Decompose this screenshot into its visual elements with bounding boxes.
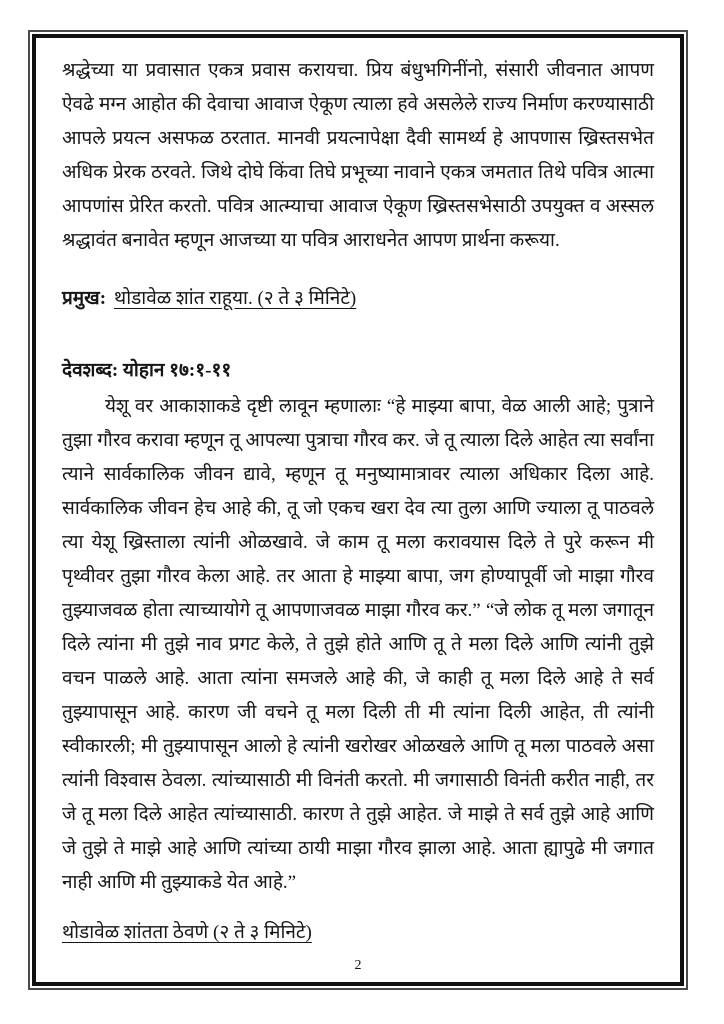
leader-label: प्रमुख: [62, 288, 107, 309]
silence-note: थोडावेळ शांतता ठेवणे (२ ते ३ मिनिटे) [62, 922, 312, 943]
page-number: 2 [354, 958, 362, 973]
scripture-paragraph: येशू वर आकाशाकडे दृष्टी लावून म्हणालाः “हे माझ्या बापा, वेळ आली आहे; पुत्राने तुझा गौरव करावा म्हणून तू आपल्या पुत्राचा गौरव कर. जे तू त्याला दिले आहेत त्या सर्वांना त्याने सार्वकालिक जीवन द्यावे, म्हणून तू मनुष्यामात्रावर त्याला अधिकार दिला आहे. सार्वकालिक जीवन हेच आहे की, तू जो एकच खरा देव त्या तुला आणि ज्याला तू पाठवले त्या येशू ख्रिस्ताला त्यांनी ओळखावे. जे काम तू मला करावयास दिले ते पुरे करून मी पृथ्वीवर तुझा गौरव केला आहे. तर आता हे माझ्या बापा, जग होण्यापूर्वी जो माझा गौरव तुझ्याजवळ होता त्याच्यायोगे तू आपणाजवळ माझा गौरव कर.” “जे लोक तू मला जगातून दिले त्यांना मी तुझे नाव प्रगट केले, ते तुझे होते आणि तू ते मला दिले आणि त्यांनी तुझे वचन पाळले आहे. आता त्यांना समजले आहे की, जे काही तू मला दिले आहे ते सर्व तुझ्यापासून आहे. कारण जी वचने तू मला दिली ती मी त्यांना दिली आहेत, ती त्यांनी स्वीकारली; मी तुझ्यापासून आलो हे त्यांनी खरोखर ओळखले आणि तू मला पाठवले असा त्यांनी विश्वास ठेवला. त्यांच्यासाठी मी विनंती करतो. मी जगासाठी विनंती करीत नाही, तर जे तू मला दिले आहेत त्यांच्यासाठी. कारण ते तुझे आहेत. जे माझे ते सर्व तुझे आहे आणि जे तुझे ते माझे आहे आणि त्यांच्या ठायी माझा गौरव झाला आहे. आता ह्यापुढे मी जगात नाही आणि मी तुझ्याकडे येत आहे.” [62, 396, 654, 893]
leader-heading [62, 282, 654, 316]
page-border-inner [32, 34, 684, 986]
scripture-heading: देवशब्द: योहान १७:१-११ [62, 360, 232, 381]
leader-instruction: थोडावेळ शांत राहूया. (२ ते ३ मिनिटे) [114, 288, 357, 309]
intro-paragraph: श्रद्धेच्या या प्रवासात एकत्र प्रवास करायचा. प्रिय बंधुभगिनींनो, संसारी जीवनात आपण ऐवढे मग्न आहोत की देवाचा आवाज ऐकूण त्याला हवे असलेले राज्य निर्माण करण्यासाठी आपले प्रयत्न असफळ ठरतात. मानवी प्रयत्नापेक्षा दैवी सामर्थ्य हे आपणास ख्रिस्तसभेत अधिक प्रेरक ठरवते. जिथे दोघे किंवा तिघे प्रभूच्या नावाने एकत्र जमतात तिथे पवित्र आत्मा आपणांस प्रेरित करतो. पवित्र आत्म्याचा आवाज ऐकूण ख्रिस्तसभेसाठी उपयुक्त व अस्सल श्रद्धावंत बनावेत म्हणून आजच्या या पवित्र आराधनेत आपण प्रार्थना करूया. [62, 60, 654, 251]
page-border [28, 30, 688, 990]
